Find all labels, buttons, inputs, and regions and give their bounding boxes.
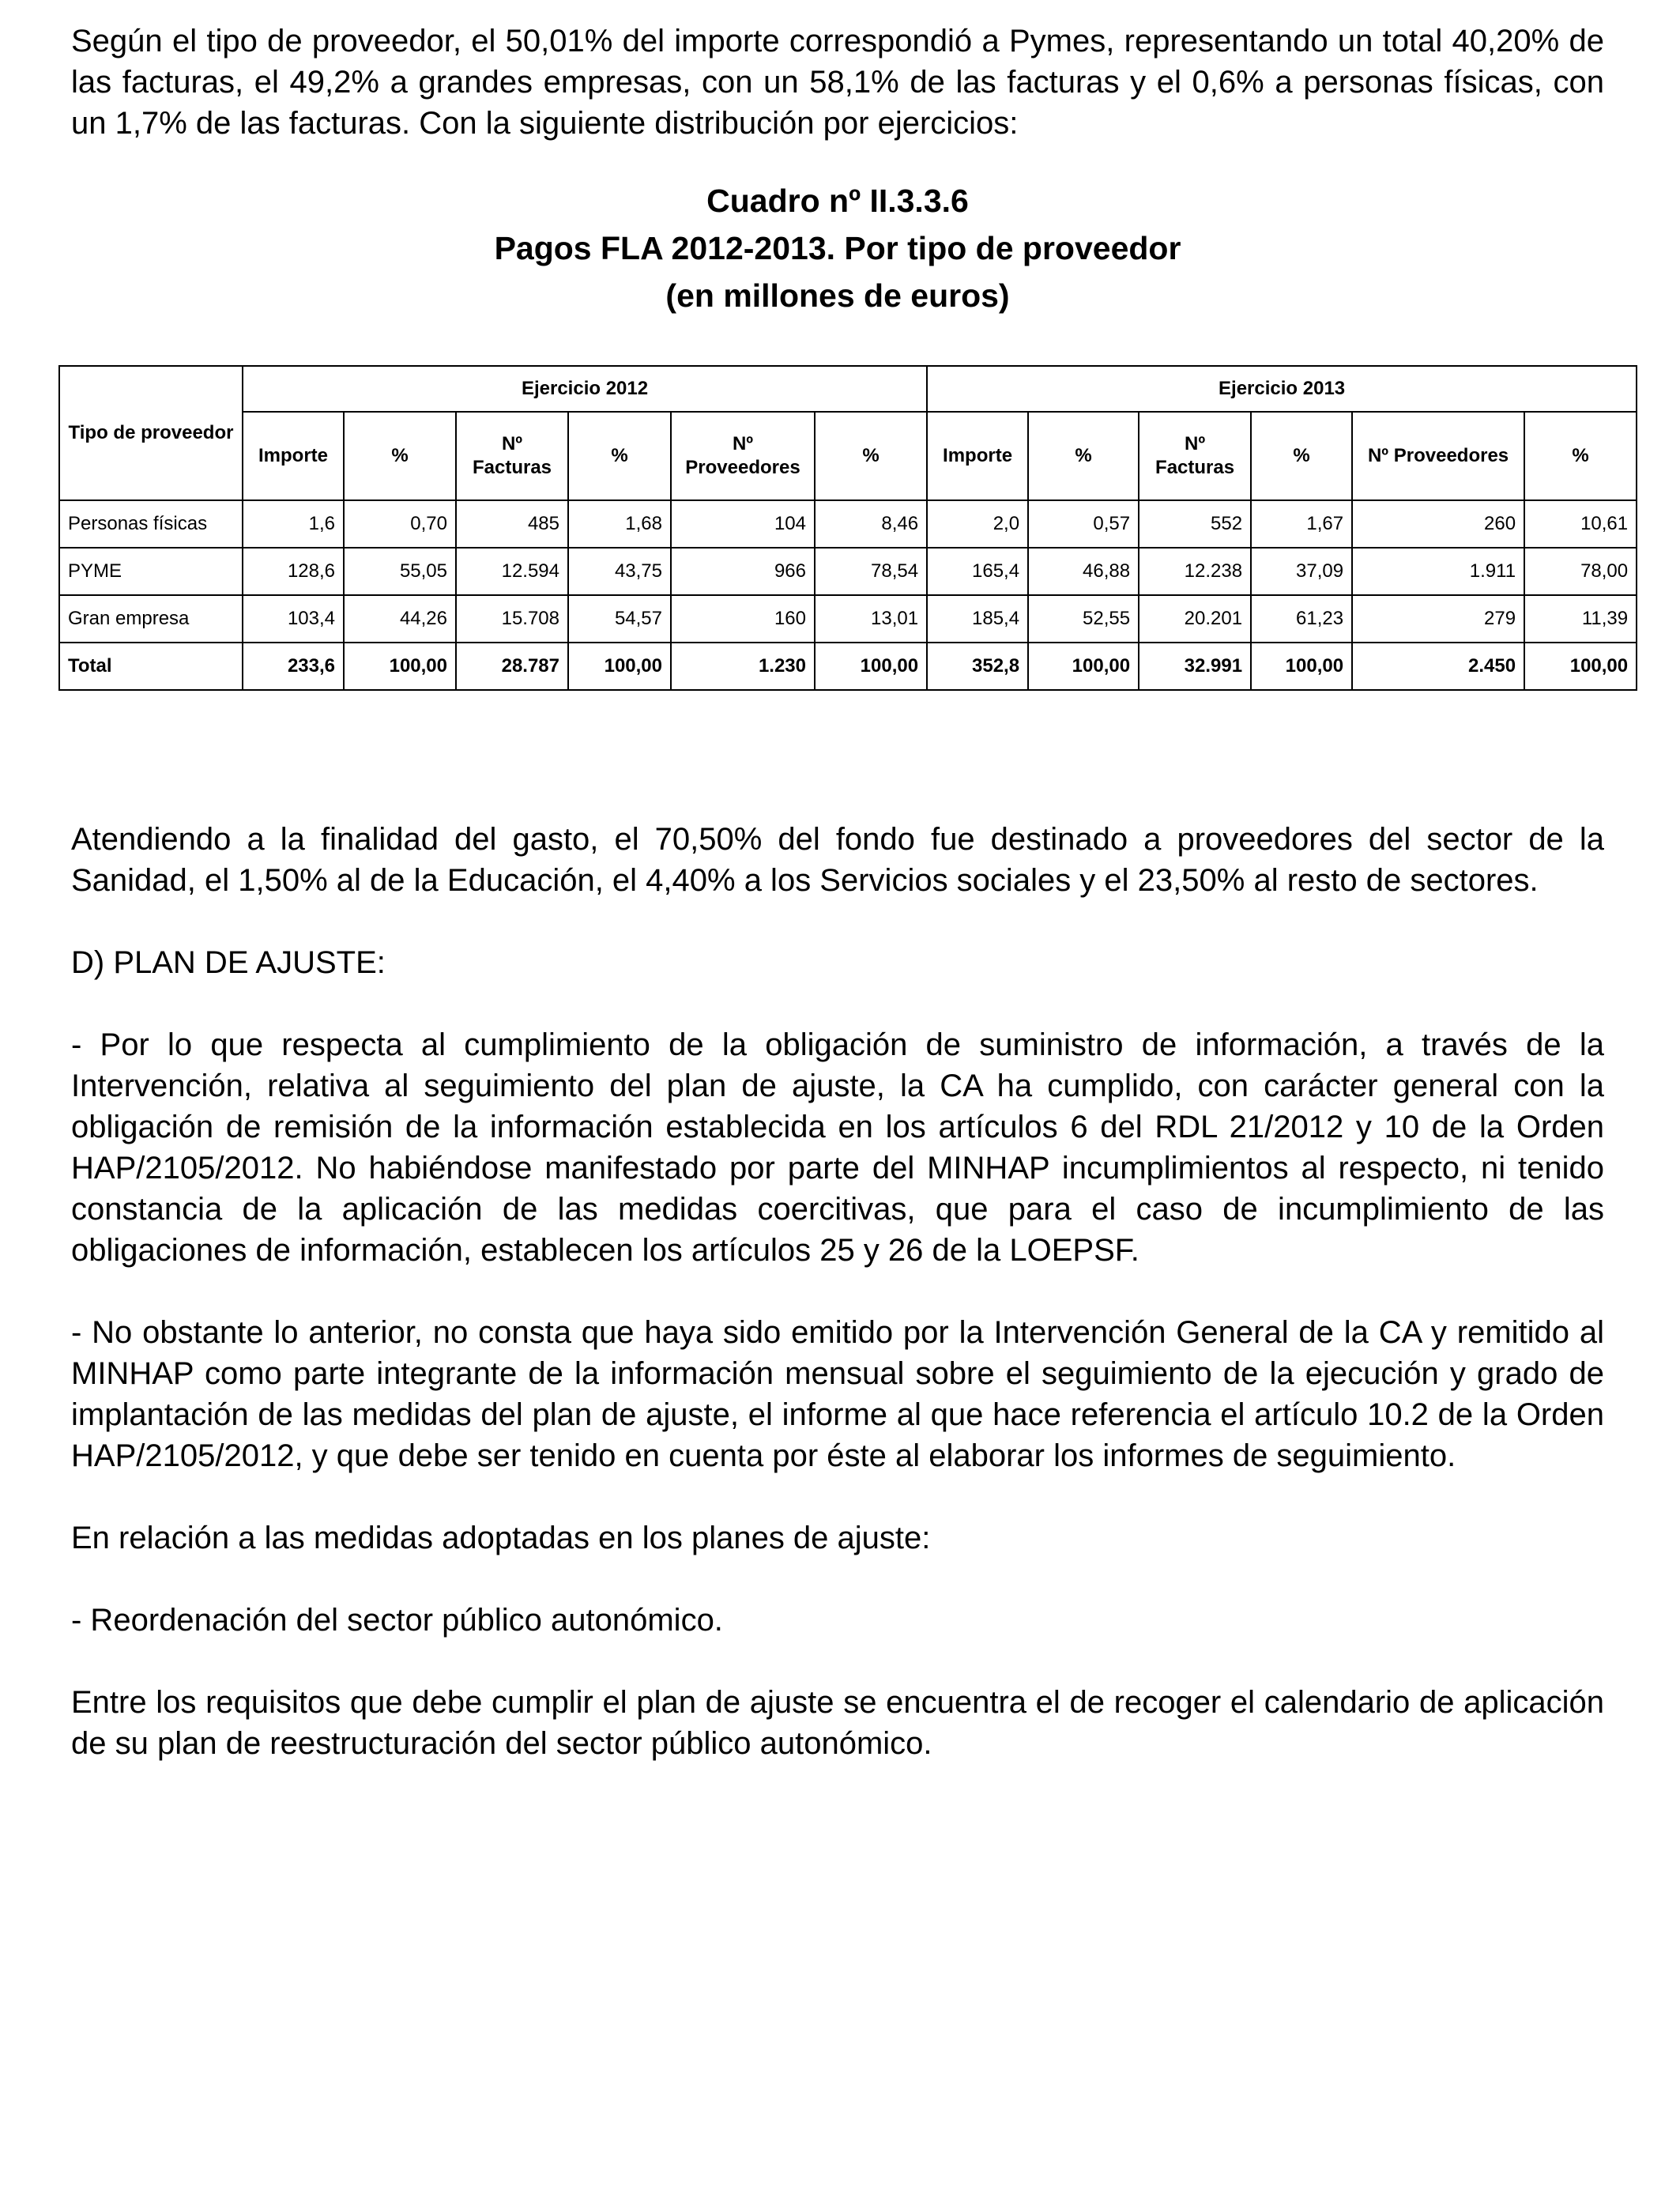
table-cell: 100,00: [1251, 643, 1352, 690]
column-header: %: [1028, 412, 1139, 500]
table-row: [59, 595, 1637, 643]
row-label: Total: [59, 643, 243, 690]
table-cell: 279: [1352, 595, 1524, 643]
table-cell: 966: [671, 548, 815, 595]
column-header: %: [815, 412, 927, 500]
table-cell: 1,68: [568, 500, 671, 548]
column-header: Importe: [927, 412, 1028, 500]
table-cell: 46,88: [1028, 548, 1139, 595]
table-cell: 0,57: [1028, 500, 1139, 548]
table-cell: 11,39: [1524, 595, 1637, 643]
row-header: Tipo de proveedor: [59, 366, 243, 500]
body-paragraph: D) PLAN DE AJUSTE:: [71, 945, 386, 980]
table-caption-number: Cuadro nº II.3.3.6: [706, 183, 969, 219]
table-cell: 15.708: [456, 595, 568, 643]
table-cell: 1,67: [1251, 500, 1352, 548]
table-cell: 233,6: [243, 643, 344, 690]
table-cell: 2.450: [1352, 643, 1524, 690]
column-header: %: [344, 412, 456, 500]
table-cell: 185,4: [927, 595, 1028, 643]
document-page: [71, 21, 1604, 319]
table-cell: 44,26: [344, 595, 456, 643]
table-cell: 12.238: [1139, 548, 1251, 595]
after-table-section: [71, 819, 1604, 1805]
table-cell: 485: [456, 500, 568, 548]
providers-table: [58, 365, 1637, 691]
table-cell: 100,00: [568, 643, 671, 690]
table-row: [59, 643, 1637, 690]
table-cell: 37,09: [1251, 548, 1352, 595]
table-cell: 78,00: [1524, 548, 1637, 595]
table-cell: 104: [671, 500, 815, 548]
table-cell: 78,54: [815, 548, 927, 595]
table-cell: 52,55: [1028, 595, 1139, 643]
table-cell: 2,0: [927, 500, 1028, 548]
table-cell: 103,4: [243, 595, 344, 643]
table-caption-units: (en millones de euros): [665, 277, 1010, 314]
table-cell: 165,4: [927, 548, 1028, 595]
row-label: Personas físicas: [59, 500, 243, 548]
column-header: Nº Facturas: [456, 412, 568, 500]
column-header: %: [1251, 412, 1352, 500]
row-label: Gran empresa: [59, 595, 243, 643]
table-cell: 55,05: [344, 548, 456, 595]
table-cell: 10,61: [1524, 500, 1637, 548]
body-paragraph: Atendiendo a la finalidad del gasto, el 70,50% del fondo fue destinado a proveedores del sector de la Sanidad, el 1,50% al de la Educación, el 4,40% a los Servicios sociales y el 23,50% al resto de sectores.: [71, 822, 1604, 898]
table-cell: 43,75: [568, 548, 671, 595]
table-cell: 100,00: [344, 643, 456, 690]
table-cell: 128,6: [243, 548, 344, 595]
body-paragraph: - Reordenación del sector público autonómico.: [71, 1603, 723, 1638]
table-cell: 13,01: [815, 595, 927, 643]
body-paragraph: En relación a las medidas adoptadas en los planes de ajuste:: [71, 1521, 931, 1555]
row-label: PYME: [59, 548, 243, 595]
table-cell: 352,8: [927, 643, 1028, 690]
table-body: [59, 500, 1637, 690]
body-paragraph: Entre los requisitos que debe cumplir el plan de ajuste se encuentra el de recoger el calendario de aplicación de su plan de reestructuración del sector público autonómico.: [71, 1685, 1604, 1761]
table-row: [59, 548, 1637, 595]
table-cell: 1.230: [671, 643, 815, 690]
table-cell: 160: [671, 595, 815, 643]
group-header-2013: Ejercicio 2013: [927, 366, 1637, 412]
body-paragraph: - Por lo que respecta al cumplimiento de la obligación de suministro de información, a través de la Intervención, relativa al seguimiento del plan de ajuste, la CA ha cumplido, con carácter general con la obligación de remisión de la información establecida en los artículos 6 del RDL 21/2012 y 10 de la Orden HAP/2105/2012. No habiéndose manifestado por parte del MINHAP incumplimientos al respecto, ni tenido constancia de la aplicación de las medidas coercitivas, que para el caso de incumplimiento de las obligaciones de información, establecen los artículos 25 y 26 de la LOEPSF.: [71, 1027, 1604, 1268]
body-paragraph: - No obstante lo anterior, no consta que haya sido emitido por la Intervención General de la CA y remitido al MINHAP como parte integrante de la información mensual sobre el seguimiento de la ejecución y grado de implantación de las medidas del plan de ajuste, el informe al que hace referencia el artículo 10.2 de la Orden HAP/2105/2012, y que debe ser tenido en cuenta por éste al elaborar los informes de seguimiento.: [71, 1315, 1604, 1473]
table-row: [59, 500, 1637, 548]
table-cell: 1,6: [243, 500, 344, 548]
intro-paragraph: Según el tipo de proveedor, el 50,01% del importe correspondió a Pymes, representando un total 40,20% de las facturas, el 49,2% a grandes empresas, con un 58,1% de las facturas y el 0,6% a personas físicas, con un 1,7% de las facturas. Con la siguiente distribución por ejercicios:: [71, 24, 1604, 141]
column-header: Nº Proveedores: [1352, 412, 1524, 500]
table-cell: 61,23: [1251, 595, 1352, 643]
table-cell: 12.594: [456, 548, 568, 595]
column-header: %: [1524, 412, 1637, 500]
table-cell: 552: [1139, 500, 1251, 548]
column-header-row: [59, 412, 1637, 500]
column-header: Nº Facturas: [1139, 412, 1251, 500]
table-cell: 260: [1352, 500, 1524, 548]
table-cell: 54,57: [568, 595, 671, 643]
table-cell: 8,46: [815, 500, 927, 548]
table-cell: 100,00: [815, 643, 927, 690]
column-header: %: [568, 412, 671, 500]
table-cell: 0,70: [344, 500, 456, 548]
table-cell: 100,00: [1524, 643, 1637, 690]
table-cell: 32.991: [1139, 643, 1251, 690]
table-caption-title: Pagos FLA 2012-2013. Por tipo de proveedor: [494, 230, 1181, 266]
table-cell: 100,00: [1028, 643, 1139, 690]
group-header-2012: Ejercicio 2012: [243, 366, 927, 412]
table-cell: 20.201: [1139, 595, 1251, 643]
table-cell: 1.911: [1352, 548, 1524, 595]
column-header: Importe: [243, 412, 344, 500]
column-header: Nº Proveedores: [671, 412, 815, 500]
table-cell: 28.787: [456, 643, 568, 690]
